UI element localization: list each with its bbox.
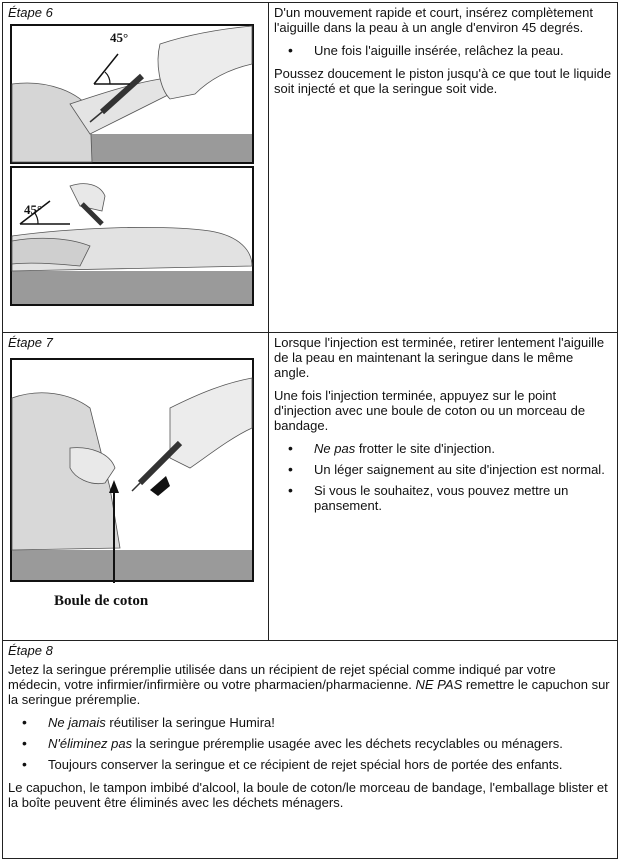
step-8-bullet-1 xyxy=(48,715,612,730)
step-8-paragraph-1 xyxy=(8,662,612,707)
step-8-bullet-1-emphasis: Ne jamais xyxy=(48,715,106,730)
step-7-illustration xyxy=(10,358,254,620)
step-6-illustrations xyxy=(8,24,263,306)
step-6-bullets xyxy=(274,43,612,58)
step-7-paragraph-1: Lorsque l'injection est terminée, retirer lentement l'aiguille de la peau en maintenant la seringue dans le même angle. xyxy=(274,335,605,380)
step-8-paragraph-1-emphasis: NE PAS xyxy=(415,677,463,692)
step-7-bullets xyxy=(274,441,612,513)
step-6-title: Étape 6 xyxy=(8,5,53,20)
step-7-bullet-1 xyxy=(314,441,612,456)
step-7-title: Étape 7 xyxy=(8,335,53,350)
step-6-row xyxy=(3,3,618,333)
step-6-paragraph-2: Poussez doucement le piston jusqu'à ce que tout le liquide soit injecté et que la seringue soit vide. xyxy=(274,66,612,96)
step-8-row xyxy=(3,641,618,859)
step-7-image-cell xyxy=(3,333,269,641)
angle-label-bottom: 45° xyxy=(24,202,43,217)
step-6-bullet-1: • Une fois l'aiguille insérée, relâchez la peau. xyxy=(314,43,612,58)
step-6-illustration-bottom xyxy=(10,166,254,306)
step-6-illustration-top xyxy=(10,24,254,164)
step-6-paragraph-1: D'un mouvement rapide et court, insérez complètement l'aiguille dans la peau à un angle d'environ 45 degrés. xyxy=(274,5,593,35)
step-7-row xyxy=(3,333,618,641)
step-6-text-cell xyxy=(269,3,618,333)
step-8-paragraph-1-a: Jetez la seringue préremplie utilisée dans un récipient de rejet spécial comme indiqué par votre médecin, votre infirmier/infirmière ou votre pharmacien/pharmacienne. xyxy=(8,662,556,692)
step-6-image-cell xyxy=(3,3,269,333)
angle-label-top: 45° xyxy=(110,30,129,45)
cotton-ball-caption: Boule de coton xyxy=(54,593,149,609)
step-8-paragraph-1-b: remettre le capuchon sur la seringue préremplie. xyxy=(8,677,610,707)
step-8-bullet-1-text: réutiliser la seringue Humira! xyxy=(105,715,275,730)
step-8-bullet-3: • Toujours conserver la seringue et ce récipient de rejet spécial hors de portée des enfants. xyxy=(48,757,612,772)
step-7-bullet-1-text: frotter le site d'injection. xyxy=(355,441,495,456)
step-7-bullet-1-emphasis: Ne pas xyxy=(314,441,356,456)
instruction-table xyxy=(2,2,618,859)
step-8-title: Étape 8 xyxy=(8,643,53,658)
step-7-bullet-3: • Si vous le souhaitez, vous pouvez mettre un pansement. xyxy=(314,483,612,513)
step-8-paragraph-2: Le capuchon, le tampon imbibé d'alcool, la boule de coton/le morceau de bandage, l'emballage blister et la boîte peuvent être éliminés avec les déchets ménagers. xyxy=(8,780,608,810)
step-7-text-cell xyxy=(269,333,618,641)
step-8-cell xyxy=(3,641,618,859)
step-8-bullet-2-text: la seringue préremplie usagée avec les déchets recyclables ou ménagers. xyxy=(132,736,563,751)
step-7-bullet-2: • Un léger saignement au site d'injection est normal. xyxy=(314,462,612,477)
step-8-bullet-2 xyxy=(48,736,612,751)
step-7-paragraph-2: Une fois l'injection terminée, appuyez sur le point d'injection avec une boule de coton ou un morceau de bandage. xyxy=(274,388,586,433)
step-8-bullets xyxy=(8,715,612,772)
step-8-bullet-2-emphasis: N'éliminez pas xyxy=(48,736,133,751)
